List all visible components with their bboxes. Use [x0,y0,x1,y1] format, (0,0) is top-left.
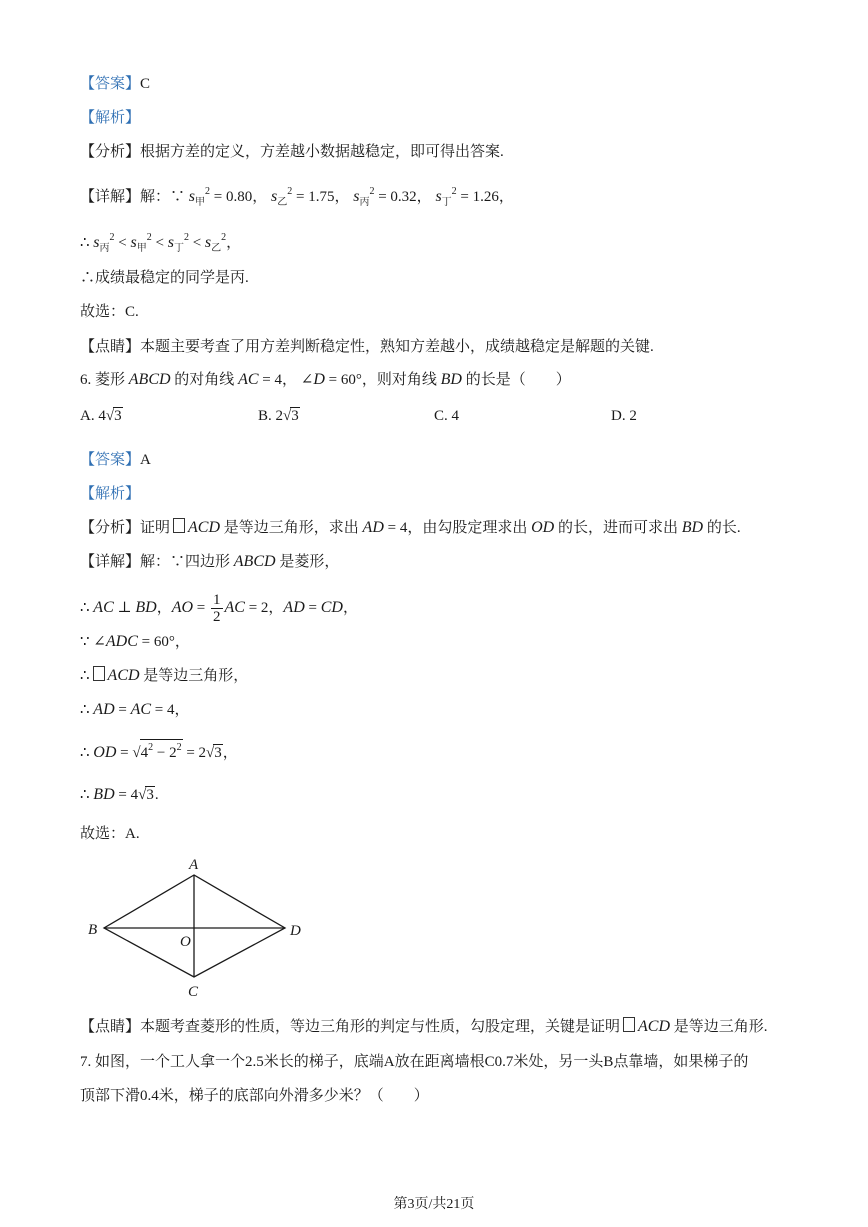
q6-stem-b: 的对角线 [174,372,235,388]
q6-step-od: ∴ OD = $√4^2 - 2^2 = 2√3$， [80,739,238,763]
triangle-symbol-box [623,1017,635,1032]
q6-detail-line: 【详解】解：∵四边形 ABCD 是菱形， [80,553,340,570]
q6-stem-c: ， [281,372,297,388]
q6-fenxi-a: 证明 [140,520,171,536]
q6-detail-a: 解：∵四边形 [140,554,231,570]
q6-equilateral: 是等边三角形， [143,668,249,684]
q5-s-jia: 0.80 [225,189,253,205]
q7-line2: 顶部下滑0.4米，梯子的底部向外滑多少米？（ ） [80,1088,429,1104]
q6-fenxi-line: 【分析】证明 ACD 是等边三角形，求出 AD = 4，由勾股定理求出 OD 的长，进而可求出 BD 的长. [80,519,741,536]
detail-tag: 【详解】 [80,189,141,205]
q5-s-ding: 1.26 [472,189,499,205]
q5-s-bing: 0.32 [390,189,417,205]
q6-comment-a: 本题考查菱形的性质，等边三角形的判定与性质，勾股定理，关键是证明 [140,1019,621,1035]
q5-answer: C [140,76,151,92]
label-o: O [180,934,191,950]
q6-answer: A [140,452,151,468]
q5-fenxi: 根据方差的定义，方差越小数据越稳定，即可得出答案. [140,144,504,160]
q5-analysis-tag: 【解析】 [80,110,141,126]
q5-fenxi-line [80,142,504,162]
q6-fenxi-c: ，由勾股定理求出 [407,520,528,536]
q6-step-angle: ∵ ∠ADC = 60°， [80,633,190,650]
q6-analysis-tag: 【解析】 [80,486,141,502]
q6-step-bd: ∴ BD = 4√3. [80,786,159,803]
q5-s-yi: 1.75 [308,189,335,205]
q7-line1: 7. 如图，一个工人拿一个2.5米长的梯子，底端A放在距离墙根C0.7米处，另一头B点靠墙，如果梯子的 [80,1054,749,1070]
q6-fenxi-e: 的长. [706,520,741,536]
q5-inequality: ∴ $s_丙^2 < s_甲^2 < s_丁^2 < s_乙^2$， [80,232,242,254]
rhombus-figure [80,855,320,1005]
answer-tag: 【答案】 [80,452,141,468]
q6-fenxi-d: 的长，进而可求出 [557,520,678,536]
triangle-symbol-box [93,666,105,681]
fenxi-tag: 【分析】 [80,144,141,160]
q6-option-d: D. 2 [611,408,637,424]
q6-option-c: C. 4 [434,408,460,424]
triangle-symbol-box [173,518,185,533]
q6-option-a-label: A. [80,408,99,424]
q6-answer-line [80,450,151,470]
q5-choose: 故选：C. [80,304,139,320]
fenxi-tag: 【分析】 [80,520,141,536]
q6-option-b: B. 2√3 [258,408,299,424]
q5-comment-line [80,337,654,357]
q5-answer-line [80,74,150,94]
q5-detail-prefix: 解：∵ [140,189,186,205]
q6-step-equilateral: ∴ ACD 是等边三角形， [80,667,249,684]
q6-choose: 故选：A. [80,826,140,842]
detail-tag: 【详解】 [80,554,141,570]
label-a: A [189,857,199,873]
q6-detail-b: 是菱形， [279,554,340,570]
q6-stem-d: ，则对角线 [361,372,437,388]
label-c: C [188,984,199,1000]
q6-option-a: A. 4√3 [80,408,122,424]
label-b: B [88,922,98,938]
q5-conclusion: ∴成绩最稳定的同学是丙. [80,270,249,286]
q6-comment-line: 【点睛】本题考查菱形的性质，等边三角形的判定与性质，勾股定理，关键是证明 ACD 是等边三角形. [80,1018,768,1035]
q6-comment-b: 是等边三角形. [673,1019,768,1035]
q6-step-ad: ∴ AD = AC = 4， [80,701,190,718]
label-d: D [290,923,301,939]
q6-option-b-label: B. [258,408,276,424]
q6-stem-a: 6. 菱形 [80,372,126,388]
page-footer: 第3页/共21页 [393,1197,475,1212]
q6-fenxi-b: 是等边三角形，求出 [223,520,359,536]
q5-comment: 本题主要考查了用方差判断稳定性，熟知方差越小，成绩越稳定是解题的关键. [140,339,654,355]
comment-tag: 【点睛】 [80,1019,141,1035]
answer-tag: 【答案】 [80,76,141,92]
q5-detail-line: 【详解】解：∵ $s_甲^2 = 0.80$， $s_乙^2 = 1.75$， $s_丙^2 = 0.32$， $s_丁^2 = 1.26$， [80,186,514,208]
q6-stem: 6. 菱形 ABCD 的对角线 AC = 4， ∠D = 60°，则对角线 BD 的长是（ ） [80,371,571,388]
q6-step-perp: ∴ AC ⊥ BD，AO = $\frac{1}{2}$ AC = 2，AD = CD， [80,592,358,625]
q6-stem-e: 的长是（ ） [465,372,571,388]
comment-tag: 【点睛】 [80,339,141,355]
